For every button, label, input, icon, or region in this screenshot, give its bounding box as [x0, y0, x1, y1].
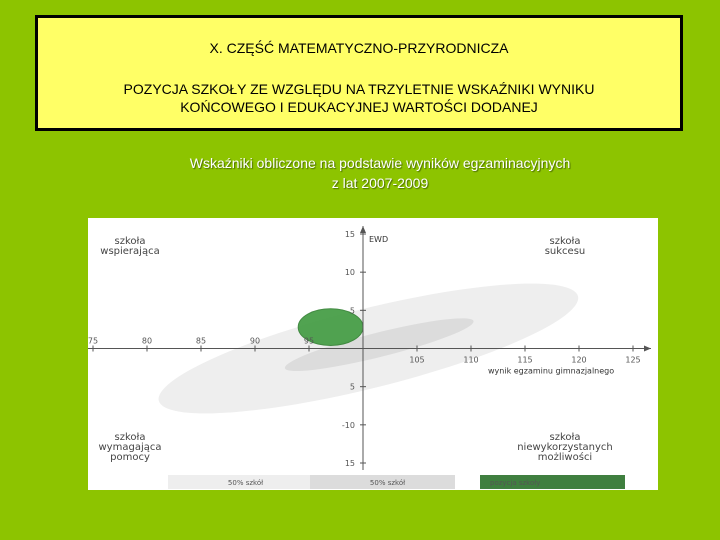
x-tick-label: 120	[571, 355, 587, 365]
x-tick-label: 80	[141, 336, 153, 346]
section-title: X. CZĘŚĆ MATEMATYCZNO-PRZYRODNICZA	[209, 40, 509, 56]
quadrant-label-success: szkoła	[549, 236, 581, 247]
x-axis-label: wynik egzaminu gimnazjalnego	[488, 366, 615, 376]
x-tick-label: 95	[303, 336, 315, 346]
quadrant-label-unused-potential: możliwości	[537, 452, 593, 463]
quadrant-label-unused-potential: szkoła	[549, 432, 581, 443]
y-axis-arrow	[360, 226, 366, 233]
x-tick-label: 75	[88, 336, 99, 346]
slide-title-line-1: POZYCJA SZKOŁY ZE WZGLĘDU NA TRZYLETNIE WSKAŹNIKI WYNIKU	[123, 81, 595, 97]
y-tick-label: 15	[344, 459, 355, 468]
quadrant-label-needs-help: szkoła	[114, 432, 146, 443]
y-tick-label: 5	[349, 382, 355, 392]
y-tick-label: 5	[349, 306, 355, 316]
slide-title	[38, 80, 680, 116]
subtitle	[100, 153, 660, 193]
ewd-chart	[88, 218, 658, 490]
x-tick-label: 115	[517, 355, 533, 365]
quadrant-label-success: sukcesu	[544, 246, 586, 257]
x-tick-label: 105	[409, 355, 425, 365]
legend-label: pozycja szkoły	[490, 479, 541, 487]
legend-label: 50% szkół	[227, 479, 264, 487]
x-tick-label: 110	[463, 355, 479, 365]
x-tick-label: 90	[249, 336, 261, 346]
quadrant-label-supportive: wspierająca	[100, 246, 160, 257]
chart-panel	[88, 218, 658, 490]
title-box	[35, 15, 683, 131]
quadrant-label-needs-help: pomocy	[110, 452, 150, 463]
x-axis-arrow	[644, 346, 651, 352]
subtitle-line-1: Wskaźniki obliczone na podstawie wyników egzaminacyjnych	[189, 155, 571, 171]
x-tick-label: 85	[195, 336, 207, 346]
quadrant-label-needs-help: wymagająca	[98, 442, 162, 453]
y-axis-label: EWD	[369, 235, 389, 244]
y-tick-label: 15	[344, 230, 355, 239]
quadrant-label-unused-potential: niewykorzystanych	[517, 442, 613, 453]
legend-label: 50% szkół	[369, 479, 406, 487]
subtitle-line-2: z lat 2007-2009	[331, 175, 429, 191]
quadrant-label-supportive: szkoła	[114, 236, 146, 247]
y-tick-label: 10	[344, 268, 355, 278]
slide-title-line-2: KOŃCOWEGO I EDUKACYJNEJ WARTOŚCI DODANEJ	[180, 99, 538, 115]
x-tick-label: 125	[625, 355, 641, 365]
y-tick-label: -10	[341, 420, 355, 430]
